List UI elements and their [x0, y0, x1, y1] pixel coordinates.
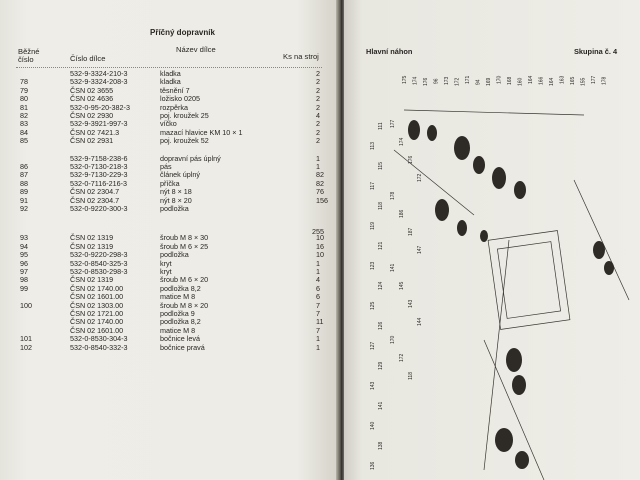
row-part-number: ČSN 02 2931: [70, 136, 114, 146]
row-number: 92: [20, 204, 28, 213]
row-number: 97: [20, 267, 28, 276]
callout-label: 160: [517, 77, 524, 86]
callout-label: 143: [370, 381, 376, 390]
callout-label: 164: [528, 75, 534, 84]
row-part-number: ČSN 02 2930: [70, 111, 114, 120]
row-number: 94: [20, 241, 28, 251]
row-part-name: šroub M 8 × 20: [160, 300, 209, 310]
row-number: 78: [20, 77, 28, 87]
group-label: Skupina č. 4: [574, 47, 618, 56]
header-part-number: Číslo dílce: [70, 54, 106, 63]
row-part-number: ČSN 02 4636: [70, 94, 114, 104]
row-quantity: 1: [316, 153, 320, 163]
callout-label: 124: [378, 281, 384, 290]
row-part-name: těsnění 7: [160, 85, 190, 95]
row-part-number: ČSN 02 2304.7: [70, 187, 120, 197]
callout-label: 138: [378, 441, 384, 450]
callout-label: 119: [370, 222, 376, 230]
callout-label: 174: [412, 76, 419, 85]
callouts-top: [402, 75, 608, 86]
callout-label: 172: [399, 353, 405, 362]
row-quantity: 7: [316, 325, 320, 335]
row-part-number: ČSN 02 1319: [70, 233, 114, 243]
row-number: 84: [20, 127, 28, 137]
row-quantity: 2: [316, 85, 320, 95]
row-part-name: rozpěrka: [160, 102, 188, 112]
row-quantity: 1: [316, 162, 320, 171]
callout-label: 125: [370, 301, 376, 310]
header-quantity: Ks na stroj: [283, 52, 319, 61]
row-part-number: ČSN 02 1319: [70, 275, 114, 285]
row-quantity: 1: [316, 334, 320, 344]
section-title: Příčný dopravník: [150, 28, 215, 37]
row-number: 93: [20, 233, 28, 243]
callout-label: 187: [408, 227, 414, 236]
row-part-name: bočnice levá: [160, 334, 200, 344]
header-part-name: Název dílce: [176, 45, 216, 54]
row-part-name: bočnice pravá: [160, 342, 205, 352]
row-part-name: matice M 8: [160, 292, 196, 302]
row-quantity: 2: [316, 69, 320, 78]
gearbox-housing: [488, 231, 570, 330]
row-part-name: nýt 8 × 18: [160, 187, 192, 197]
row-part-number: ČSN 02 1601.00: [70, 325, 124, 335]
row-quantity: 7: [316, 309, 320, 318]
row-part-number: 532-9-3324-208-3: [70, 77, 128, 87]
callout-label: 141: [390, 263, 396, 272]
row-number: 99: [20, 283, 28, 293]
callout-label: 186: [399, 209, 405, 218]
exploded-diagram: [344, 0, 640, 480]
row-number: 82: [20, 111, 28, 120]
callout-label: 155: [580, 77, 587, 86]
callout-label: 177: [390, 119, 396, 128]
row-quantity: 4: [316, 275, 320, 285]
callout-label: 166: [538, 76, 545, 85]
row-part-number: ČSN 02 1740.00: [70, 317, 124, 327]
callout-label: 172: [454, 77, 461, 86]
row-part-number: 532-9-3324-210-3: [70, 69, 128, 78]
callout-label: 117: [370, 182, 376, 190]
row-part-number: 532-0-9220-298-3: [70, 250, 128, 260]
row-number: 79: [20, 85, 28, 95]
row-number: 101: [20, 334, 32, 344]
row-part-number: ČSN 02 1319: [70, 241, 114, 251]
gear-parts: [408, 120, 614, 469]
row-quantity: 2: [316, 119, 320, 129]
callout-label: 169: [486, 77, 492, 86]
row-part-name: dopravní pás úplný: [160, 153, 221, 163]
callout-label: 140: [370, 421, 376, 430]
header-number-line2: číslo: [18, 55, 34, 64]
row-part-name: pás: [160, 162, 172, 171]
callout-label: 126: [378, 321, 384, 330]
callout-label: 143: [408, 299, 414, 308]
callout-label: 118: [408, 372, 414, 380]
callout-label: 118: [378, 202, 384, 210]
row-part-number: 532-0-8530-304-3: [70, 334, 128, 344]
row-quantity: 10: [316, 233, 324, 243]
callout-label: 178: [601, 76, 608, 85]
right-page: [344, 0, 640, 480]
row-part-name: podložka 8,2: [160, 283, 201, 293]
callout-label: 175: [402, 75, 408, 84]
callout-label: 121: [378, 241, 384, 250]
row-part-name: kladka: [160, 69, 181, 78]
callout-label: 176: [423, 77, 429, 86]
row-part-number: ČSN 02 2304.7: [70, 195, 120, 205]
row-number: 85: [20, 136, 28, 146]
callout-label: 145: [399, 281, 405, 290]
row-part-name: šroub M 6 × 20: [160, 275, 209, 285]
row-part-name: kladka: [160, 77, 181, 87]
row-part-number: 532-0-8540-325-3: [70, 258, 128, 268]
row-part-name: ložisko 0205: [160, 94, 200, 104]
row-part-number: 532-0-7116-216-3: [70, 178, 128, 188]
row-quantity: 2: [316, 136, 320, 146]
row-number: 87: [20, 170, 28, 180]
callout-label: 123: [370, 261, 376, 270]
row-quantity: 76: [316, 187, 324, 197]
row-part-name: šroub M 8 × 30: [160, 233, 209, 243]
callout-label: 96: [433, 78, 440, 84]
row-number: 89: [20, 187, 28, 197]
row-quantity: 2: [316, 94, 320, 104]
callout-label: 147: [417, 245, 423, 254]
leader-line: [404, 110, 584, 115]
row-quantity: 6: [316, 292, 320, 302]
row-quantity: 16: [316, 241, 324, 251]
row-number: 100: [20, 300, 32, 310]
callout-label: 173: [444, 76, 450, 85]
subtotal: 255: [312, 227, 324, 236]
callout-label: 111: [378, 122, 384, 130]
row-part-name: podložka 8,2: [160, 317, 201, 327]
row-quantity: 2: [316, 77, 320, 87]
row-part-name: matice M 8: [160, 325, 196, 335]
row-part-number: ČSN 02 1601.00: [70, 292, 124, 302]
callout-label: 115: [378, 162, 384, 170]
row-part-number: ČSN 02 3655: [70, 85, 114, 95]
callout-label: 113: [370, 142, 376, 150]
row-part-number: 532-0-8540-332-3: [70, 342, 128, 352]
callout-label: 174: [399, 137, 405, 146]
row-part-number: ČSN 02 1740.00: [70, 283, 124, 293]
row-part-number: 532-0-95-20-382-3: [70, 102, 130, 112]
row-part-number: ČSN 02 1721.00: [70, 309, 124, 318]
row-number: 96: [20, 258, 28, 268]
row-quantity: 2: [316, 127, 320, 137]
row-part-name: poj. kroužek 25: [160, 111, 209, 120]
row-quantity: 7: [316, 300, 320, 310]
callouts-bottom: [370, 122, 384, 470]
callout-label: 127: [370, 341, 376, 350]
callout-label: 171: [465, 75, 471, 84]
callout-label: 170: [390, 335, 396, 344]
row-part-number: 532-9-7130-229-3: [70, 170, 128, 180]
row-quantity: 6: [316, 283, 320, 293]
callout-label: 178: [390, 191, 396, 200]
callout-label: 129: [378, 361, 384, 370]
callout-label: 164: [549, 77, 555, 86]
row-quantity: 1: [316, 258, 320, 268]
callout-label: 94: [475, 79, 482, 85]
row-part-number: 532-0-9220-300-3: [70, 204, 128, 213]
row-part-number: 532-0-7130-218-3: [70, 162, 128, 171]
row-part-name: kryt: [160, 267, 172, 276]
row-part-number: 532-9-7158-238-6: [70, 153, 128, 163]
row-part-name: víčko: [160, 119, 177, 129]
row-quantity: 82: [316, 178, 324, 188]
row-part-number: ČSN 02 7421.3: [70, 127, 120, 137]
row-part-name: nýt 8 × 20: [160, 195, 192, 205]
row-quantity: 10: [316, 250, 324, 260]
row-part-name: šroub M 6 × 25: [160, 241, 209, 251]
callout-label: 141: [378, 401, 384, 410]
row-number: 80: [20, 94, 28, 104]
callout-label: 163: [559, 75, 566, 84]
callout-label: 165: [570, 76, 576, 85]
callout-label: 136: [370, 461, 376, 470]
callout-label: 144: [417, 317, 423, 326]
row-number: 102: [20, 342, 32, 352]
row-quantity: 11: [316, 317, 324, 327]
row-part-name: příčka: [160, 178, 180, 188]
row-quantity: 156: [316, 195, 328, 205]
row-quantity: 1: [316, 342, 320, 352]
row-number: 91: [20, 195, 28, 205]
row-quantity: 4: [316, 111, 320, 120]
row-part-number: 532-9-3921-997-3: [70, 119, 128, 129]
row-number: 86: [20, 162, 28, 171]
row-number: 88: [20, 178, 28, 188]
row-part-name: poj. kroužek 52: [160, 136, 209, 146]
row-part-name: podložka: [160, 250, 189, 260]
row-part-name: článek úplný: [160, 170, 200, 180]
row-part-name: kryt: [160, 258, 172, 268]
row-part-name: mazací hlavice KM 10 × 1: [160, 127, 243, 137]
row-quantity: 82: [316, 170, 324, 180]
diagram-title: Hlavní náhon: [366, 47, 413, 56]
callouts-left: [390, 119, 423, 380]
row-part-name: podložka 9: [160, 309, 195, 318]
row-number: 95: [20, 250, 28, 260]
row-part-number: ČSN 02 1303.00: [70, 300, 124, 310]
row-number: 83: [20, 119, 28, 129]
row-quantity: 1: [316, 267, 320, 276]
row-part-number: 532-0-8530-298-3: [70, 267, 128, 276]
callout-label: 172: [417, 173, 423, 182]
callout-label: 170: [496, 75, 503, 84]
callout-label: 176: [408, 155, 414, 164]
header-number-line1: Běžné: [18, 47, 40, 56]
row-number: 81: [20, 102, 28, 112]
callout-label: 177: [591, 75, 597, 84]
header-divider: [16, 67, 322, 68]
row-quantity: 2: [316, 102, 320, 112]
row-number: 98: [20, 275, 28, 285]
row-part-name: podložka: [160, 204, 189, 213]
callout-label: 168: [507, 76, 513, 85]
